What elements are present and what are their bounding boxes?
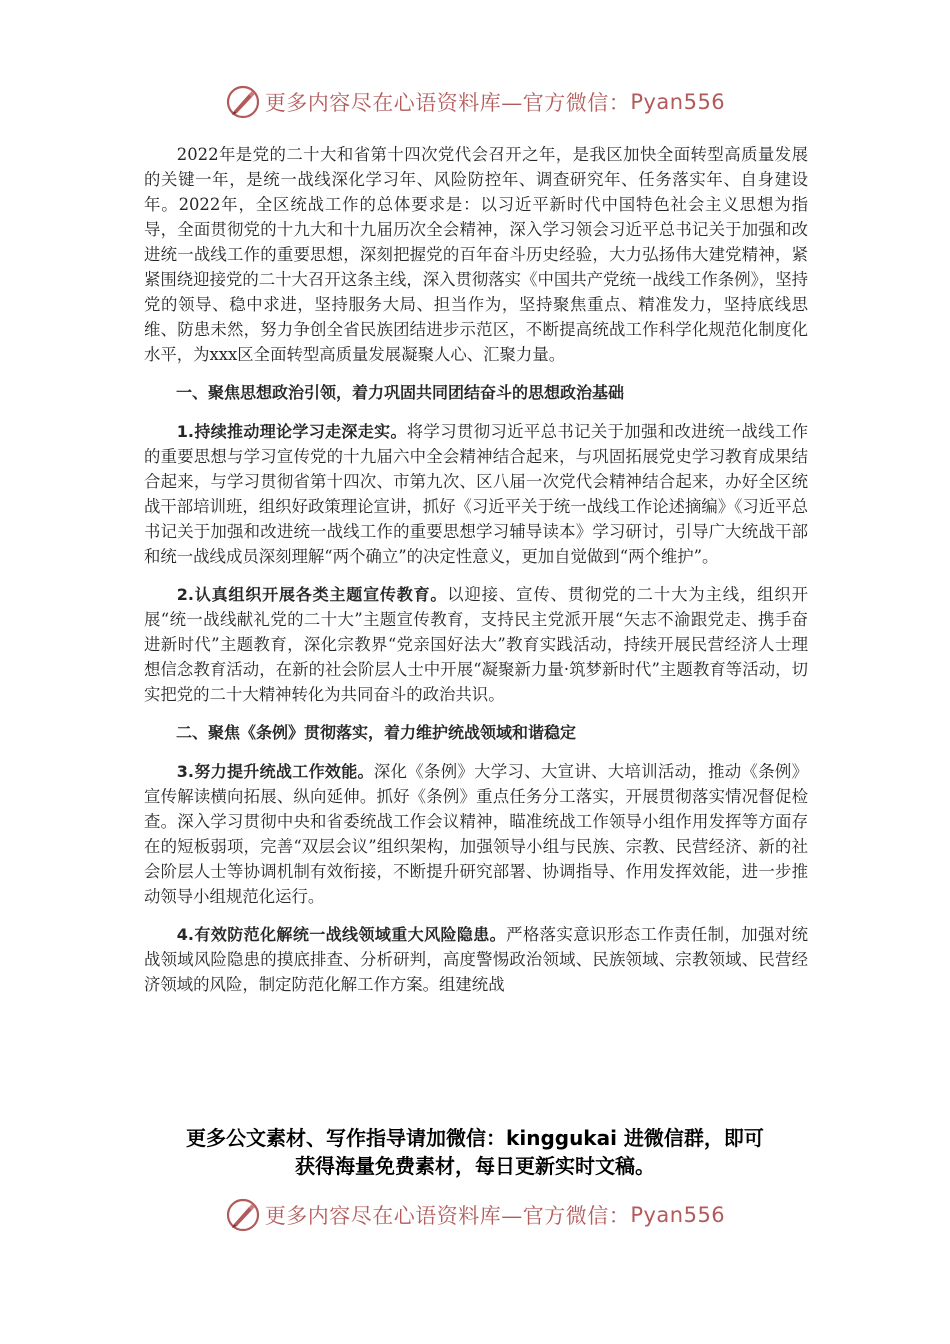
item-lead-1: 1.持续推动理论学习走深走实。 xyxy=(176,422,407,441)
item-lead-4: 4.有效防范化解统一战线领域重大风险隐患。 xyxy=(176,925,507,944)
section-heading-1: 一、聚焦思想政治引领，着力巩固共同团结奋斗的思想政治基础 xyxy=(176,383,625,402)
item-paragraph-1 xyxy=(144,419,808,569)
promo-line-1: 更多公文素材、写作指导请加微信：kinggukai 进微信群，即可 xyxy=(186,1126,764,1150)
promo-line-2: 获得海量免费素材，每日更新实时文稿。 xyxy=(295,1154,655,1178)
document-body xyxy=(144,142,808,1010)
watermark-text: 更多内容尽在心语资料库—官方微信： xyxy=(264,91,631,115)
item-paragraph-4 xyxy=(144,922,808,997)
item-text-3: 深化《条例》大学习、大宣讲、大培训活动，推动《条例》宣传解读横向拓展、纵向延伸。抓好《条例》重点任务分工落实，开展贯彻落实情况督促检查。深入学习贯彻中央和省委统战工作会议精神，瞄准统战工作领导小组作用发挥等方面存在的短板弱项，完善“双层会议”组织架构，加强领导小组与民族、宗教、民营经济、新的社会阶层人士等协调机制有效衔接，不断提升研究部署、协调指导、作用发挥效能，进一步推动领导小组规范化运行。 xyxy=(144,762,809,906)
item-text-4: 严格落实意识形态工作责任制，加强对统战领域风险隐患的摸底排查、分析研判，高度警惕政治领域、民族领域、宗教领域、民营经济领域的风险，制定防范化解工作方案。组建统战 xyxy=(144,925,808,994)
item-text-1: 将学习贯彻习近平总书记关于加强和改进统一战线工作的重要思想与学习宣传党的十九届六中全会精神结合起来，与巩固拓展党史学习教育成果结合起来，与学习贯彻省第十四次、市第九次、区八届一次党代会精神结合起来，办好全区统战干部培训班，组织好政策理论宣讲，抓好《习近平关于统一战线工作论述摘编》《习近平总书记关于加强和改进统一战线工作的重要思想学习辅导读本》学习研讨，引导广大统战干部和统一战线成员深刻理解“两个确立”的决定性意义，更加自觉做到“两个维护”。 xyxy=(144,422,808,566)
item-text-2: 以迎接、宣传、贯彻党的二十大为主线，组织开展“统一战线献礼党的二十大”主题宣传教育，支持民主党派开展“矢志不渝跟党走、携手奋进新时代”主题教育，深化宗教界“党亲国好法大”教育实践活动，持续开展民营经济人士理想信念教育活动，在新的社会阶层人士中开展“凝聚新力量·筑梦新时代”主题教育等活动，切实把党的二十大精神转化为共同奋斗的政治共识。 xyxy=(144,585,808,704)
watermark-wechat-id: Pyan556 xyxy=(630,90,726,114)
watermark-header xyxy=(0,82,950,122)
watermark-footer xyxy=(0,1195,950,1235)
promo-banner xyxy=(0,1124,950,1180)
item-paragraph-2 xyxy=(144,582,808,707)
item-lead-3: 3.努力提升统战工作效能。 xyxy=(176,762,374,781)
intro-paragraph: 2022年是党的二十大和省第十四次党代会召开之年，是我区加快全面转型高质量发展的关键一年，是统一战线深化学习年、风险防控年、调查研究年、任务落实年、自身建设年。2022年，全区统战工作的总体要求是：以习近平新时代中国特色社会主义思想为指导，全面贯彻党的十九大和十九届历次全会精神，深入学习领会习近平总书记关于加强和改进统一战线工作的重要思想，深刻把握党的百年奋斗历史经验，大力弘扬伟大建党精神，紧紧围绕迎接党的二十大召开这条主线，深入贯彻落实《中国共产党统一战线工作条例》，坚持党的领导、稳中求进，坚持服务大局、担当作为，坚持聚焦重点、精准发力，坚持底线思维、防患未然，努力争创全省民族团结进步示范区，不断提高统战工作科学化规范化制度化水平，为xxx区全面转型高质量发展凝聚人心、汇聚力量。 xyxy=(144,145,808,364)
watermark-wechat-id: Pyan556 xyxy=(630,1203,726,1227)
item-lead-2: 2.认真组织开展各类主题宣传教育。 xyxy=(176,585,448,604)
brush-pen-logo-icon xyxy=(225,1197,261,1233)
watermark-text: 更多内容尽在心语资料库—官方微信： xyxy=(264,1204,631,1228)
item-paragraph-3 xyxy=(144,759,808,909)
brush-pen-logo-icon xyxy=(225,84,261,120)
section-heading-2: 二、聚焦《条例》贯彻落实，着力维护统战领域和谐稳定 xyxy=(176,723,577,742)
